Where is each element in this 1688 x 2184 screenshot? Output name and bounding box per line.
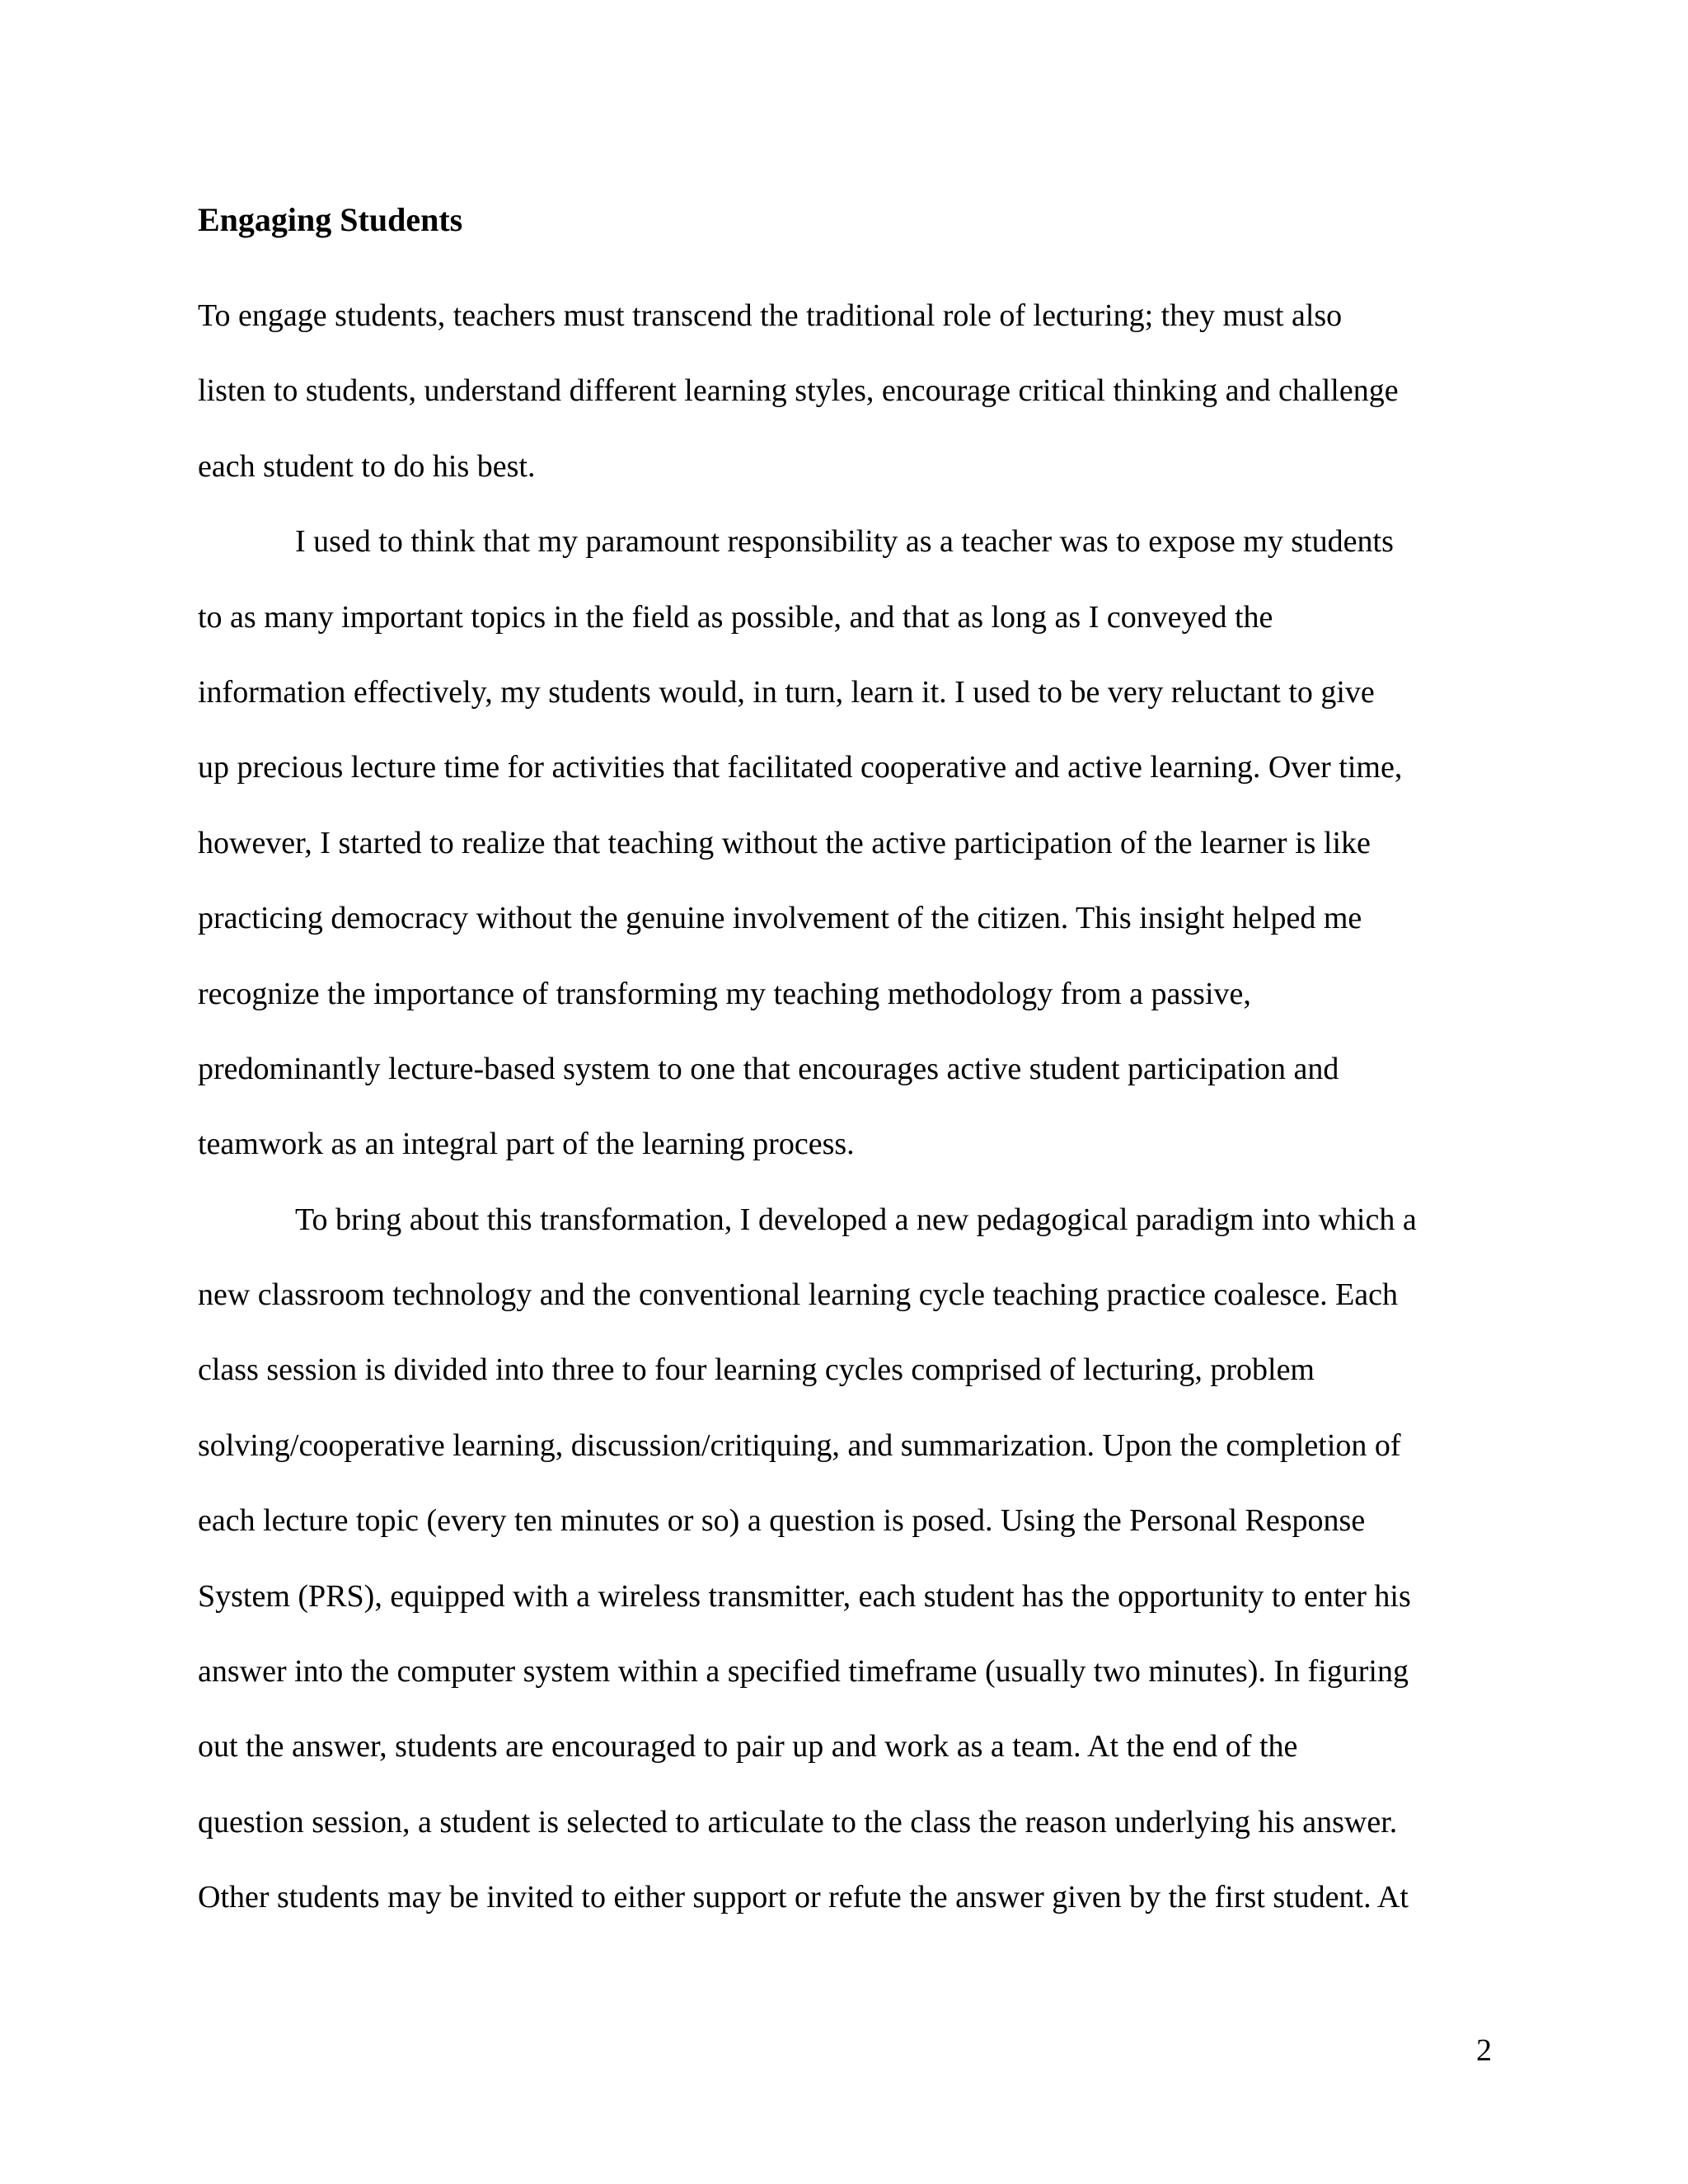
text-line: predominantly lecture-based system to one that encourages active student participation and [198, 1051, 1339, 1086]
text-line: To bring about this transformation, I developed a new pedagogical paradigm into which a [295, 1202, 1417, 1237]
text-line: I used to think that my paramount responsibility as a teacher was to expose my students [295, 524, 1394, 560]
text-line: teamwork as an integral part of the learning process. [198, 1127, 855, 1162]
page-content [198, 196, 1492, 1936]
text-line: to as many important topics in the field as possible, and that as long as I conveyed the [198, 599, 1273, 635]
text-line: listen to students, understand different learning styles, encourage critical thinking and challenge [198, 373, 1399, 409]
text-line: each student to do his best. [198, 448, 536, 484]
text-line: practicing democracy without the genuine involvement of the citizen. This insight helped me [198, 901, 1362, 936]
text-line: recognize the importance of transforming my teaching methodology from a passive, [198, 976, 1251, 1011]
text-line: System (PRS), equipped with a wireless transmitter, each student has the opportunity to enter his [198, 1578, 1411, 1614]
text-line: each lecture topic (every ten minutes or so) a question is posed. Using the Personal Response [198, 1503, 1366, 1539]
text-line: information effectively, my students would, in turn, learn it. I used to be very reluctant to give [198, 674, 1375, 710]
body-text [198, 279, 1492, 1936]
text-line: answer into the computer system within a specified timeframe (usually two minutes). In figuring [198, 1654, 1409, 1690]
text-line: up precious lecture time for activities that facilitated cooperative and active learning. Over time, [198, 750, 1403, 785]
text-line: however, I started to realize that teaching without the active participation of the learner is like [198, 825, 1371, 860]
text-line: question session, a student is selected to articulate to the class the reason underlying his answer. [198, 1804, 1398, 1840]
text-line: out the answer, students are encouraged to pair up and work as a team. At the end of the [198, 1729, 1298, 1765]
text-line: Other students may be invited to either support or refute the answer given by the first student. At [198, 1880, 1409, 1915]
section-heading: Engaging Students [198, 201, 463, 238]
text-line: solving/cooperative learning, discussion/critiquing, and summarization. Upon the completion of [198, 1427, 1401, 1463]
text-line: new classroom technology and the conventional learning cycle teaching practice coalesce. Each [198, 1277, 1399, 1313]
page-number: 2 [1476, 2033, 1492, 2068]
text-line: To engage students, teachers must transcend the traditional role of lecturing; they must also [198, 298, 1343, 333]
text-line: class session is divided into three to four learning cycles comprised of lecturing, problem [198, 1352, 1315, 1388]
